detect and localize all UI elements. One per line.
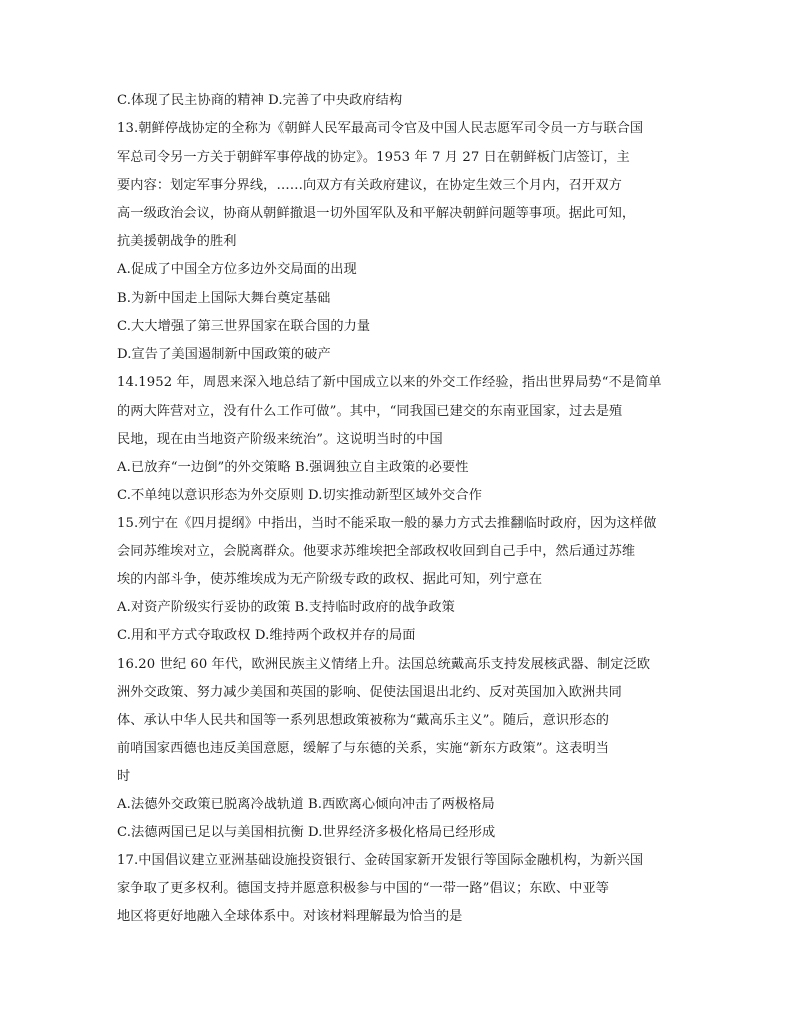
option-line: A.法德外交政策已脱离冷战轨道 B.西欧离心倾向冲击了两极格局 (117, 797, 495, 812)
text-line: 的两大阵营对立，没有什么工作可做”。其中，“同我国已建交的东南亚国家，过去是殖 (117, 404, 623, 419)
option-line: C.不单纯以意识形态为外交原则 D.切实推动新型区域外交合作 (117, 488, 482, 503)
option-line: A.促成了中国全方位多边外交局面的出现 (117, 262, 357, 277)
option-line: B.为新中国走上国际大舞台奠定基础 (117, 291, 331, 306)
question-14-line: 14.1952 年，周恩来深入地总结了新中国成立以来的外交工作经验，指出世界局势“不是简单 (117, 375, 662, 390)
text-line: 高一级政治会议，协商从朝鲜撤退一切外国军队及和平解决朝鲜问题等事项。据此可知， (117, 206, 636, 221)
text-line: 洲外交政策、努力减少美国和英国的影响、促使法国退出北约、反对英国加入欧洲共同 (117, 685, 622, 700)
text-line: 埃的内部斗争，使苏维埃成为无产阶级专政的政权、据此可知，列宁意在 (117, 572, 543, 587)
text-line: 前哨国家西德也违反美国意愿，缓解了与东德的关系，实施“新东方政策”。这表明当 (117, 741, 610, 756)
text-line: 时 (117, 769, 131, 784)
option-line: C.大大增强了第三世界国家在联合国的力量 (117, 319, 371, 334)
question-15-line: 15.列宁在《四月提纲》中指出，当时不能采取一般的暴力方式去推翻临时政府，因为这样做 (117, 516, 657, 531)
option-line: D.宣告了美国遏制新中国政策的破产 (117, 347, 331, 362)
question-17-line: 17.中国倡议建立亚洲基础设施投资银行、金砖国家新开发银行等国际金融机构，为新兴国 (117, 853, 644, 868)
text-line: 家争取了更多权利。德国支持并愿意积极参与中国的“一带一路”倡议；东欧、中亚等 (117, 881, 610, 896)
text-line: 要内容：划定军事分界线，……向双方有关政府建议，在协定生效三个月内，召开双方 (117, 178, 622, 193)
text-line: 军总司令另一方关于朝鲜军事停战的协定》。1953 年 7 月 27 日在朝鲜板门店签订，主 (117, 150, 630, 165)
option-line: A.对资产阶级实行妥协的政策 B.支持临时政府的战争政策 (117, 600, 455, 615)
option-line: A.已放弃“一边倒”的外交策略 B.强调独立自主政策的必要性 (117, 460, 469, 475)
question-16-line: 16.20 世纪 60 年代，欧洲民族主义情绪上升。法国总统戴高乐支持发展核武器、制定泛欧 (117, 657, 651, 672)
text-line: 民地，现在由当地资产阶级来统治”。这说明当时的中国 (117, 432, 443, 447)
text-line: 体、承认中华人民共和国等一系列思想政策被称为“戴高乐主义”。随后，意识形态的 (117, 713, 610, 728)
question-13-line: 13.朝鲜停战协定的全称为《朝鲜人民军最高司令官及中国人民志愿军司令员一方与联合国 (117, 121, 644, 136)
option-line: C.法德两国已足以与美国相抗衡 D.世界经济多极化格局已经形成 (117, 825, 496, 840)
text-line: C.体现了民主协商的精神 D.完善了中央政府结构 (117, 93, 403, 108)
text-line: 地区将更好地融入全球体系中。对该材料理解最为恰当的是 (117, 909, 463, 924)
option-line: C.用和平方式夺取政权 D.维持两个政权并存的局面 (117, 628, 416, 643)
text-line: 会同苏维埃对立，会脱离群众。他要求苏维埃把全部政权收回到自己手中，然后通过苏维 (117, 544, 636, 559)
text-line: 抗美援朝战争的胜利 (117, 234, 237, 249)
